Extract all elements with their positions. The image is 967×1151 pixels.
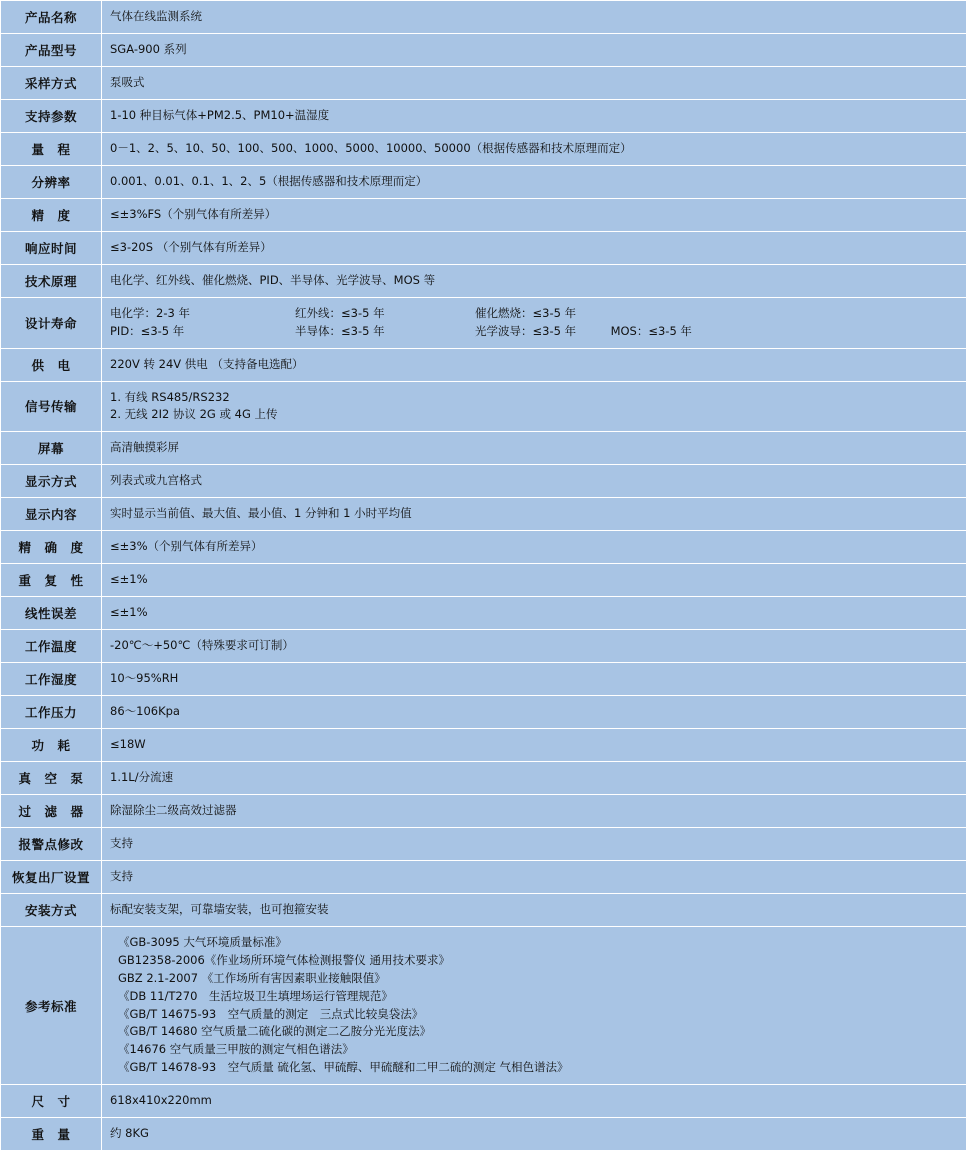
spec-label: 精 度 (1, 199, 102, 232)
table-row (1, 729, 967, 762)
spec-value-line: 泵吸式 (110, 75, 145, 90)
spec-value (102, 100, 967, 133)
spec-value (102, 348, 967, 381)
lifetime-cell: PID：≤3-5 年 (110, 323, 185, 338)
spec-value-line: 1.1L/分流速 (110, 770, 174, 785)
table-row (1, 1084, 967, 1117)
spec-value (102, 199, 967, 232)
table-row (1, 762, 967, 795)
spec-value-line: 618x410x220mm (110, 1092, 212, 1107)
spec-value-line: 标配安装支架，可靠墙安装，也可抱箍安装 (110, 902, 329, 917)
table-row (1, 432, 967, 465)
spec-value (102, 34, 967, 67)
spec-value-line: 220V 转 24V 供电 （支持备电选配） (110, 356, 304, 371)
spec-label: 真 空 泵 (1, 762, 102, 795)
standard-line: 《GB/T 14675-93 空气质量的测定 三点式比较臭袋法》 (118, 1006, 424, 1021)
spec-label: 分辨率 (1, 166, 102, 199)
spec-value-line: SGA-900 系列 (110, 42, 187, 57)
spec-value-line: 10～95%RH (110, 671, 179, 686)
table-row (1, 381, 967, 432)
table-row (1, 199, 967, 232)
standard-line: 《14676 空气质量三甲胺的测定气相色谱法》 (118, 1042, 354, 1057)
spec-value (102, 795, 967, 828)
spec-value (102, 298, 967, 349)
spec-label: 线性误差 (1, 597, 102, 630)
standard-line: 《GB/T 14678-93 空气质量 硫化氢、甲硫醇、甲硫醚和二甲二硫的测定 气相色谱法》 (118, 1059, 569, 1074)
spec-label: 精 确 度 (1, 531, 102, 564)
table-row (1, 663, 967, 696)
table-row (1, 828, 967, 861)
spec-value (102, 729, 967, 762)
spec-value-line: 2. 无线 2I2 协议 2G 或 4G 上传 (110, 407, 278, 422)
spec-label: 量 程 (1, 133, 102, 166)
spec-value-line: ≤±1% (110, 605, 148, 620)
spec-value-line: 除湿除尘二级高效过滤器 (110, 803, 237, 818)
spec-label: 工作压力 (1, 696, 102, 729)
spec-label: 工作温度 (1, 630, 102, 663)
spec-table-body (1, 1, 967, 1151)
spec-label: 采样方式 (1, 67, 102, 100)
spec-label: 参考标准 (1, 927, 102, 1085)
table-row (1, 696, 967, 729)
spec-value (102, 1117, 967, 1150)
spec-value-line: ≤±3%FS（个别气体有所差异） (110, 207, 277, 222)
table-row (1, 894, 967, 927)
spec-value-line: 1-10 种目标气体+PM2.5、PM10+温湿度 (110, 108, 330, 123)
table-row (1, 348, 967, 381)
spec-value (102, 564, 967, 597)
spec-label: 重 量 (1, 1117, 102, 1150)
spec-value-line: 支持 (110, 836, 133, 851)
spec-label: 报警点修改 (1, 828, 102, 861)
spec-value-line: 列表式或九宫格式 (110, 473, 202, 488)
table-row (1, 498, 967, 531)
spec-label: 尺 寸 (1, 1084, 102, 1117)
table-row (1, 1117, 967, 1150)
standard-line: 《GB-3095 大气环境质量标准》 (118, 935, 287, 950)
spec-label: 功 耗 (1, 729, 102, 762)
spec-value (102, 762, 967, 795)
spec-label: 支持参数 (1, 100, 102, 133)
spec-value (102, 927, 967, 1085)
spec-value-line: 1. 有线 RS485/RS232 (110, 389, 230, 404)
spec-value (102, 381, 967, 432)
spec-label: 信号传输 (1, 381, 102, 432)
table-row (1, 795, 967, 828)
spec-label: 重 复 性 (1, 564, 102, 597)
table-row (1, 133, 967, 166)
table-row (1, 67, 967, 100)
spec-value (102, 67, 967, 100)
spec-value-line: 高清触摸彩屏 (110, 440, 179, 455)
spec-value-line: ≤±3%（个别气体有所差异） (110, 539, 263, 554)
table-row (1, 265, 967, 298)
spec-value (102, 597, 967, 630)
table-row (1, 34, 967, 67)
spec-value (102, 696, 967, 729)
table-row (1, 630, 967, 663)
spec-value (102, 432, 967, 465)
table-row (1, 927, 967, 1085)
spec-label: 供 电 (1, 348, 102, 381)
spec-value-line: 支持 (110, 869, 133, 884)
table-row (1, 298, 967, 349)
spec-value-line: 电化学、红外线、催化燃烧、PID、半导体、光学波导、MOS 等 (110, 273, 436, 288)
spec-label: 响应时间 (1, 232, 102, 265)
spec-label: 产品名称 (1, 1, 102, 34)
standard-line: 《DB 11/T270 生活垃圾卫生填埋场运行管理规范》 (118, 988, 393, 1003)
spec-label: 显示方式 (1, 465, 102, 498)
spec-value-line: 实时显示当前值、最大值、最小值、1 分钟和 1 小时平均值 (110, 506, 412, 521)
spec-value (102, 894, 967, 927)
table-row (1, 531, 967, 564)
lifetime-cell: 红外线：≤3-5 年 (295, 306, 385, 320)
spec-value (102, 828, 967, 861)
spec-value (102, 465, 967, 498)
spec-value-line: 气体在线监测系统 (110, 9, 202, 24)
spec-label: 技术原理 (1, 265, 102, 298)
spec-value-line: 86～106Kpa (110, 704, 180, 719)
table-row (1, 861, 967, 894)
spec-value (102, 861, 967, 894)
table-row (1, 597, 967, 630)
spec-value-line: -20℃～+50℃（特殊要求可订制） (110, 638, 294, 653)
standard-line: GB12358-2006《作业场所环境气体检测报警仪 通用技术要求》 (118, 953, 450, 968)
spec-value (102, 265, 967, 298)
spec-value (102, 630, 967, 663)
spec-value-line (110, 305, 966, 323)
spec-label: 设计寿命 (1, 298, 102, 349)
spec-label: 工作湿度 (1, 663, 102, 696)
spec-value (102, 1084, 967, 1117)
table-row (1, 166, 967, 199)
table-row (1, 564, 967, 597)
standard-line: 《GB/T 14680 空气质量二硫化碳的测定二乙胺分光光度法》 (118, 1024, 432, 1039)
spec-label: 安装方式 (1, 894, 102, 927)
spec-value-line: ≤±1% (110, 572, 148, 587)
spec-label: 过 滤 器 (1, 795, 102, 828)
table-row (1, 100, 967, 133)
spec-value (102, 1, 967, 34)
spec-value-line (110, 323, 966, 341)
spec-value (102, 531, 967, 564)
spec-value-line: ≤3-20S （个别气体有所差异） (110, 240, 272, 255)
table-row (1, 1, 967, 34)
spec-label: 屏幕 (1, 432, 102, 465)
lifetime-cell: 光学波导：≤3-5 年 MOS：≤3-5 年 (475, 323, 692, 338)
spec-value-line: 约 8KG (110, 1125, 149, 1140)
spec-value-line: 0.001、0.01、0.1、1、2、5（根据传感器和技术原理而定） (110, 174, 428, 189)
table-row (1, 465, 967, 498)
spec-label: 恢复出厂设置 (1, 861, 102, 894)
spec-label: 产品型号 (1, 34, 102, 67)
spec-value (102, 232, 967, 265)
spec-value-line: ≤18W (110, 737, 146, 752)
lifetime-cell: 催化燃烧：≤3-5 年 (475, 306, 577, 320)
spec-value (102, 663, 967, 696)
spec-label: 显示内容 (1, 498, 102, 531)
lifetime-cell: 电化学：2-3 年 (110, 306, 190, 320)
spec-value (102, 498, 967, 531)
spec-value (102, 166, 967, 199)
spec-value-line: 0－1、2、5、10、50、100、500、1000、5000、10000、50000（根据传感器和技术原理而定） (110, 141, 632, 156)
standard-line: GBZ 2.1-2007 《工作场所有害因素职业接触限值》 (118, 970, 386, 985)
lifetime-cell: 半导体：≤3-5 年 (295, 323, 385, 338)
spec-value (102, 133, 967, 166)
table-row (1, 232, 967, 265)
